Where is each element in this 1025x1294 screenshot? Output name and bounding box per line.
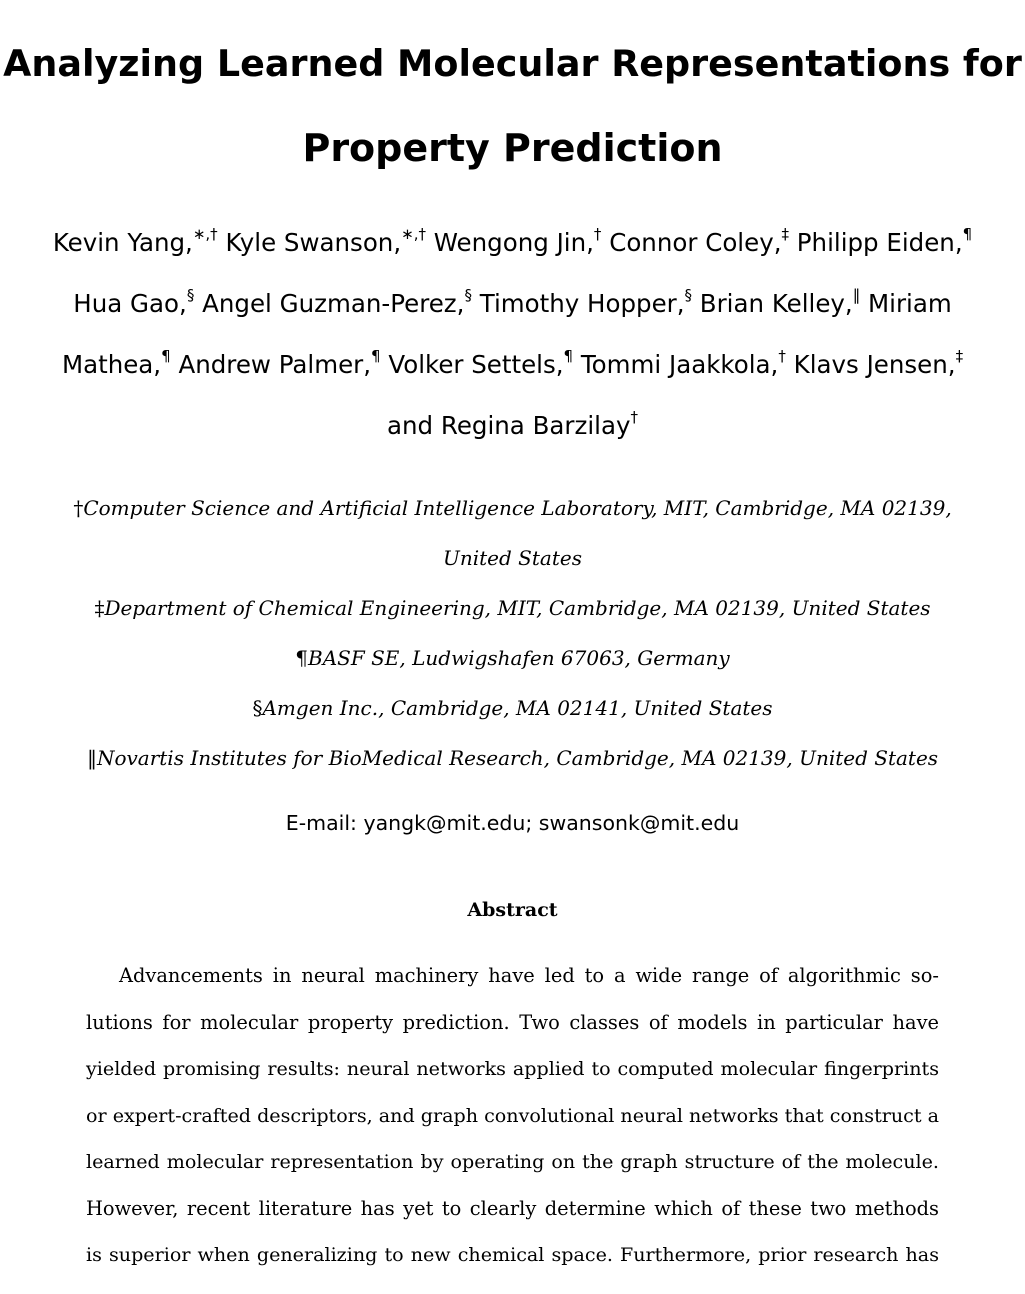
author-affiliation-mark: ¶ — [962, 224, 973, 243]
author-affiliation-mark: ∗,† — [192, 224, 218, 243]
affiliation-symbol: ¶ — [295, 646, 309, 670]
author-name: Hua Gao, — [73, 289, 187, 318]
abstract-line: yielded promising results: neural networks applied to computed molecular fingerprints — [86, 1057, 939, 1080]
author-name: Philipp Eiden, — [788, 228, 963, 257]
affiliation-symbol: ‡ — [94, 596, 105, 620]
author-line-3 — [20, 334, 1005, 395]
affiliation-text: Novartis Institutes for BioMedical Research, Cambridge, MA 02139, United States — [96, 746, 939, 770]
affiliation-mit-chemeng — [20, 583, 1005, 633]
author-name: Kevin Yang, — [52, 228, 193, 257]
abstract-line: lutions for molecular property prediction. Two classes of models in particular have — [86, 1010, 939, 1034]
affiliation-symbol: ‖ — [86, 746, 97, 770]
abstract-line: However, recent literature has yet to clearly determine which of these two methods — [86, 1196, 939, 1220]
affiliation-amgen — [20, 683, 1005, 733]
author-affiliation-mark: † — [593, 224, 602, 243]
author-name: Miriam — [860, 289, 952, 318]
paper-title — [0, 22, 1025, 190]
affiliation-text: BASF SE, Ludwigshafen 67063, Germany — [308, 646, 730, 670]
affiliation-basf — [20, 633, 1005, 683]
abstract-line: Advancements in neural machinery have led to a wide range of algorithmic so- — [119, 964, 939, 987]
author-affiliation-mark: ∗,† — [401, 224, 426, 243]
abstract-heading: Abstract — [467, 899, 558, 921]
affiliation-mit-csail-continued: United States — [443, 546, 582, 570]
affiliation-symbol: § — [252, 696, 263, 720]
title-line-1: Analyzing Learned Molecular Representations for — [3, 42, 1022, 85]
contact-email: E-mail: yangk@mit.edu; swansonk@mit.edu — [285, 811, 740, 835]
author-name: Timothy Hopper, — [471, 289, 685, 318]
author-affiliation-mark: § — [464, 285, 472, 304]
abstract-line: or expert-crafted descriptors, and graph convolutional neural networks that construct a — [86, 1103, 939, 1127]
author-name: Wengong Jin, — [425, 228, 594, 257]
author-affiliation-mark: ¶ — [563, 346, 574, 365]
author-name: and Regina Barzilay — [387, 411, 631, 440]
affiliation-text: Computer Science and Artificial Intelligence Laboratory, MIT, Cambridge, MA 02139, — [83, 496, 952, 520]
author-line-4 — [20, 395, 1005, 456]
affiliation-symbol: † — [73, 496, 84, 520]
author-affiliation-mark: § — [186, 285, 195, 304]
author-affiliation-mark: § — [684, 285, 693, 304]
author-affiliation-mark: † — [630, 407, 638, 426]
author-name: Andrew Palmer, — [170, 350, 372, 379]
author-name: Brian Kelley, — [692, 289, 853, 318]
affiliation-list — [20, 483, 1005, 783]
author-name: Volker Settels, — [380, 350, 564, 379]
author-affiliation-mark: ¶ — [161, 346, 171, 365]
author-affiliation-mark: ‖ — [852, 285, 861, 304]
abstract-line: is superior when generalizing to new chemical space. Furthermore, prior research has — [86, 1243, 939, 1266]
abstract-line: learned molecular representation by operating on the graph structure of the molecule. — [86, 1150, 939, 1173]
author-name: Klavs Jensen, — [785, 350, 956, 379]
author-affiliation-mark: ‡ — [955, 346, 964, 365]
author-affiliation-mark: † — [778, 346, 786, 365]
author-name: Tommi Jaakkola, — [573, 350, 779, 379]
author-affiliation-mark: ‡ — [781, 224, 789, 243]
author-name: Mathea, — [61, 350, 162, 379]
affiliation-mit-csail — [20, 483, 1005, 533]
affiliation-text: Department of Chemical Engineering, MIT, Cambridge, MA 02139, United States — [104, 596, 931, 620]
abstract-body — [86, 953, 939, 1279]
title-line-2: Property Prediction — [302, 126, 723, 170]
author-line-1 — [20, 212, 1005, 273]
affiliation-novartis — [20, 733, 1005, 783]
author-affiliation-mark: ¶ — [371, 346, 381, 365]
author-name: Kyle Swanson, — [217, 228, 402, 257]
author-name: Angel Guzman-Perez, — [194, 289, 465, 318]
author-name: Connor Coley, — [601, 228, 782, 257]
author-list — [20, 212, 1005, 456]
author-line-2 — [20, 273, 1005, 334]
affiliation-text: Amgen Inc., Cambridge, MA 02141, United States — [262, 696, 773, 720]
